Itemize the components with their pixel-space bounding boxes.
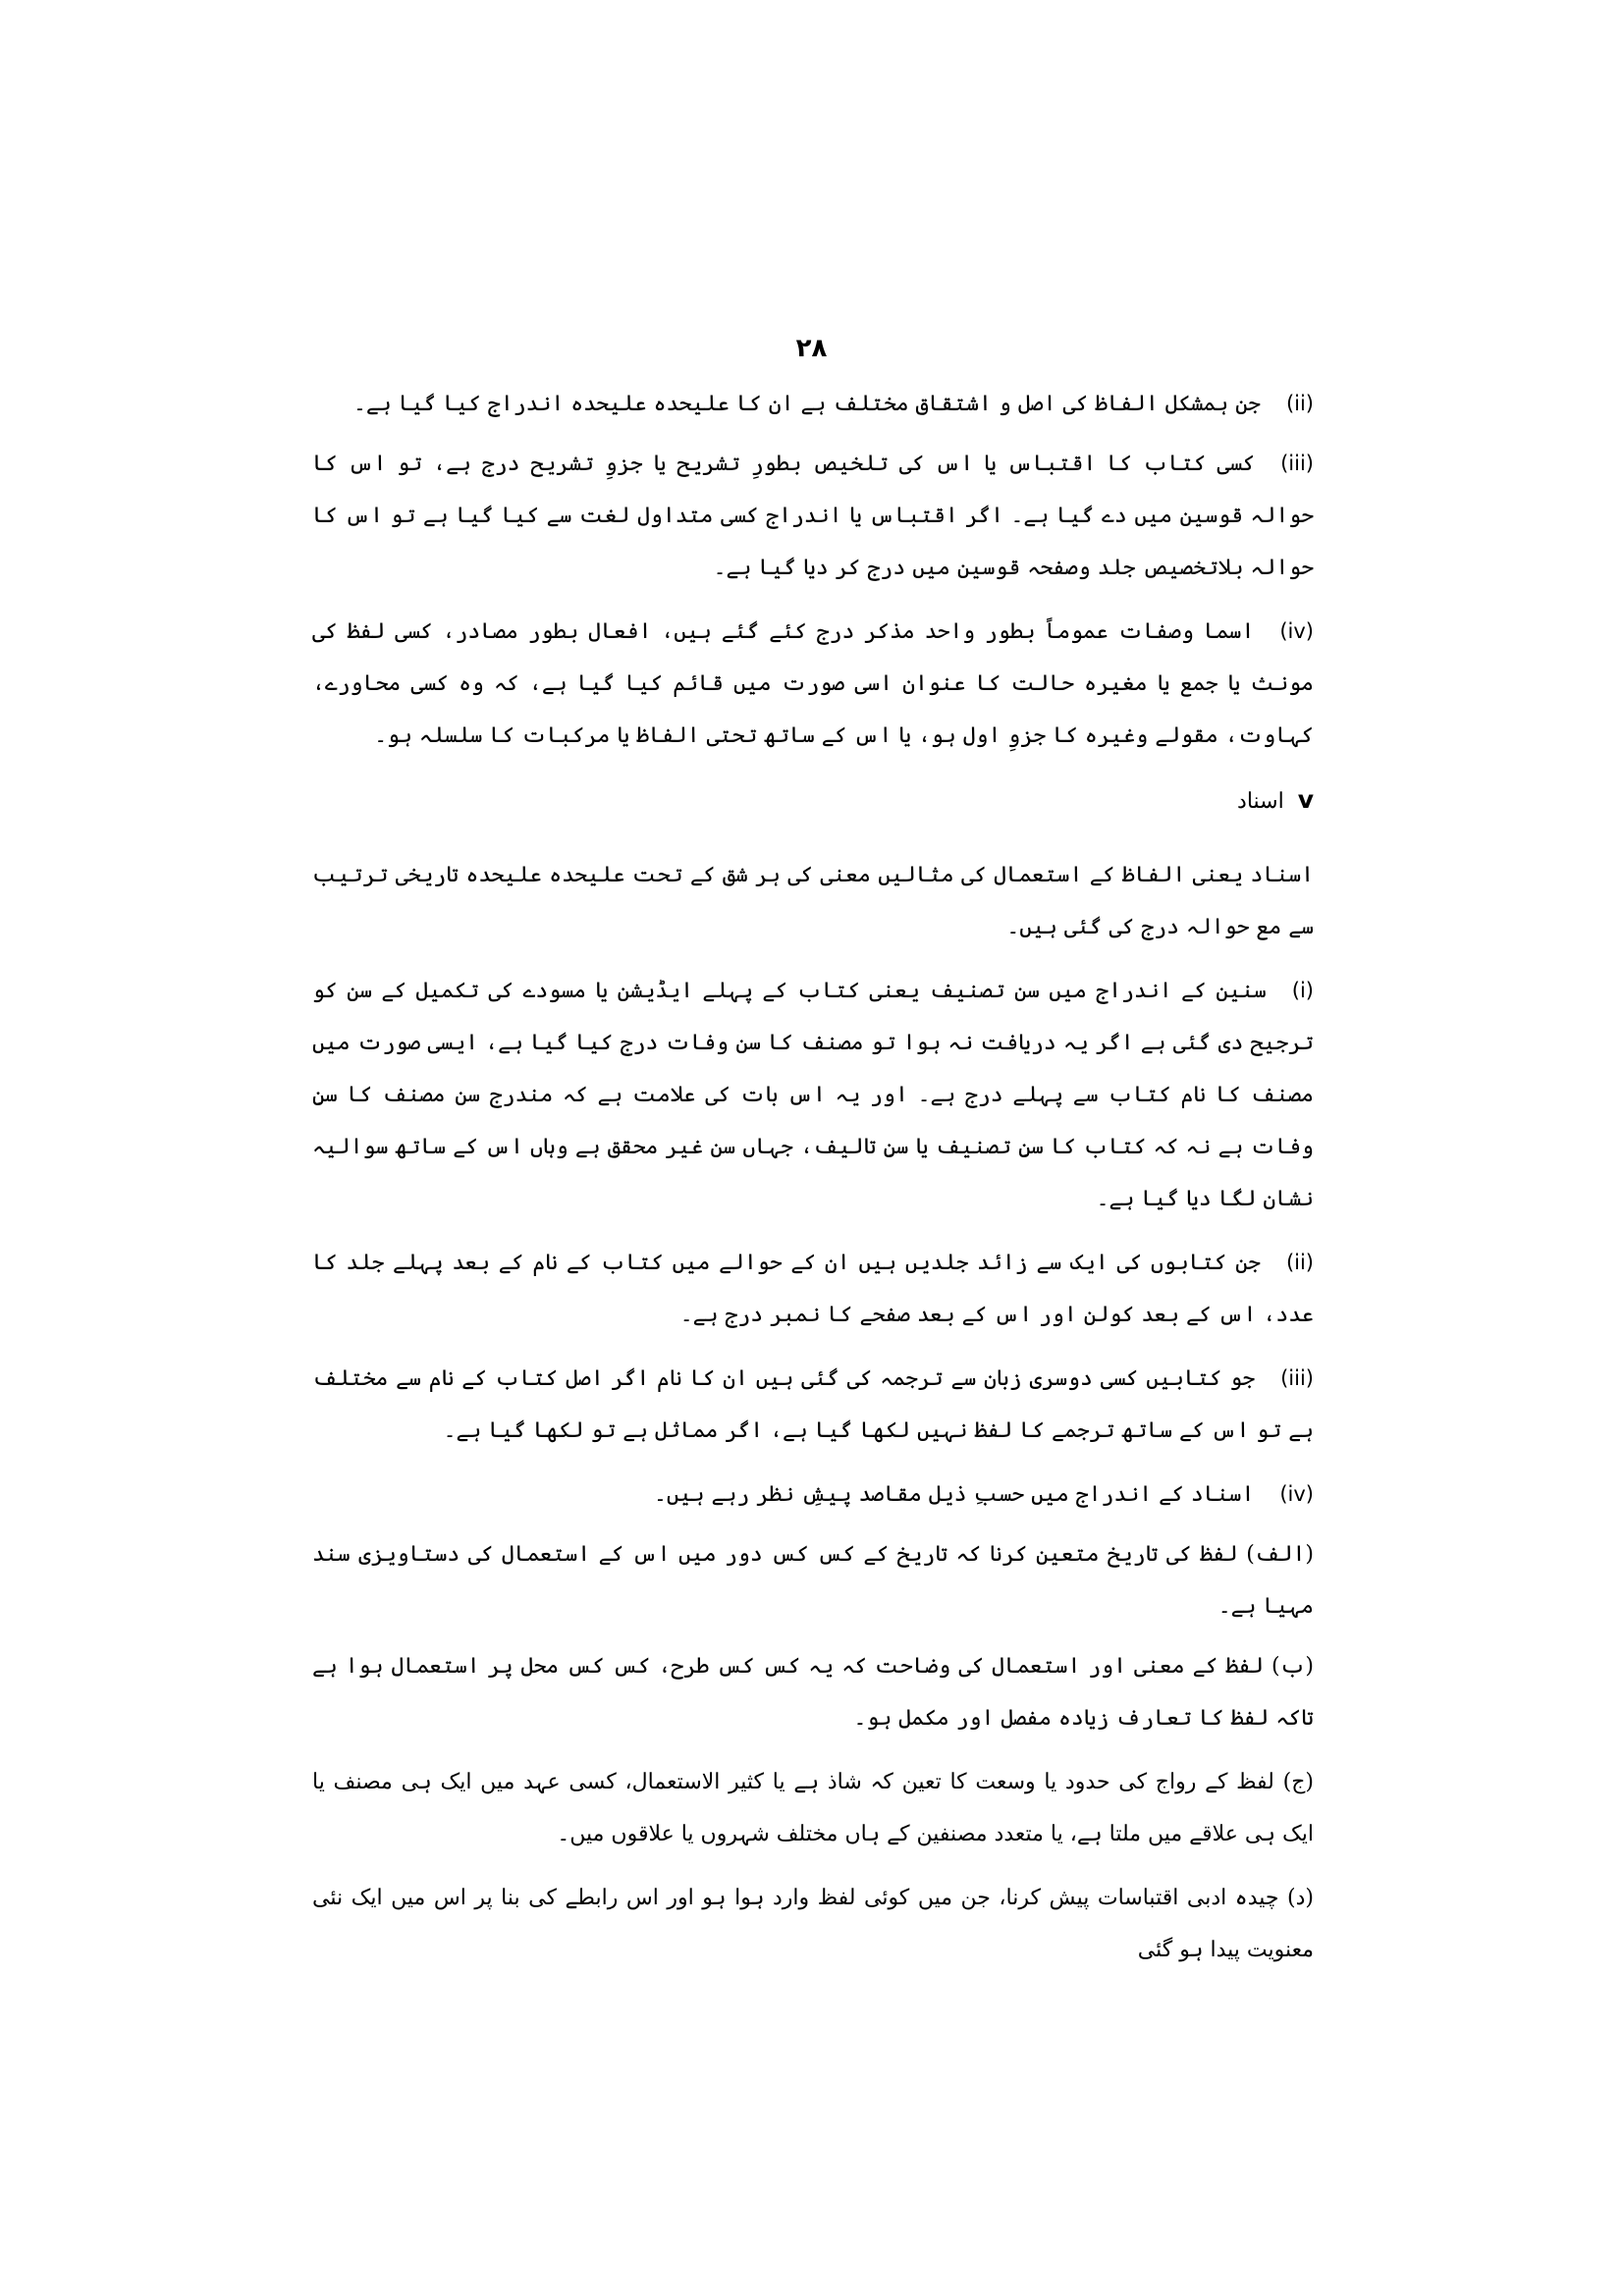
- clause-iii-quotations: [312, 438, 1314, 594]
- clause-text: جو کتابیں کسی دوسری زبان سے ترجمہ کی گئی ہیں ان کا نام اگر اصل کتاب کے نام سے مختلف ہے تو اس کے ساتھ ترجمے کا لفظ نہیں لکھا گیا ہے، اگر مماثل ہے تو لکھا گیا ہے۔: [312, 1366, 1314, 1443]
- objective-jeem: [312, 1756, 1314, 1860]
- clause-marker: (iv): [1279, 619, 1314, 643]
- clause-text: جن کتابوں کی ایک سے زائد جلدیں ہیں ان کے حوالے میں کتاب کے نام کے بعد پہلے جلد کا عدد، اس کے بعد کولن اور اس کے بعد صفحے کا نمبر درج ہے۔: [312, 1251, 1314, 1327]
- asnad-clause-i-dates: [312, 965, 1314, 1225]
- clause-text: جن ہمشکل الفاظ کی اصل و اشتقاق مختلف ہے ان کا علیحدہ علیحدہ اندراج کیا گیا ہے۔: [352, 392, 1261, 416]
- clause-text: کسی کتاب کا اقتباس یا اس کی تلخیص بطورِ تشریح یا جزوِ تشریح درج ہے، تو اس کا حوالہ قوسین میں دے گیا ہے۔ اگر اقتباس یا اندراج کسی متداول لغت سے کیا گیا ہے تو اس کا حوالہ بلاتخصیص جلد وصفحہ قوسین میں درج کر دیا گیا ہے۔: [312, 452, 1314, 580]
- asnad-clause-ii-volumes: [312, 1237, 1314, 1341]
- clause-iv-nouns-adjectives: [312, 606, 1314, 762]
- clause-text: اسناد کے اندراج میں حسبِ ذیل مقاصد پیشِ نظر رہے ہیں۔: [654, 1482, 1255, 1507]
- section-title: اسناد: [1237, 789, 1284, 814]
- clause-text: (ج) لفظ کے رواج کی حدود یا وسعت کا تعین کہ شاذ ہے یا کثیر الاستعمال، کسی عہد میں ایک ہی مصنف یا ایک ہی علاقے میں ملتا ہے، یا متعدد مصنفین کے ہاں مختلف شہروں یا علاقوں میں۔: [312, 1770, 1314, 1846]
- clause-text: سنین کے اندراج میں سن تصنیف یعنی کتاب کے پہلے ایڈیشن یا مسودے کی تکمیل کے سن کو ترجیح دی گئی ہے اگر یہ دریافت نہ ہوا تو مصنف کا سن وفات درج کیا گیا ہے، ایسی صورت میں مصنف کا نام کتاب سے پہلے درج ہے۔ اور یہ اس بات کی علامت ہے کہ مندرج سن مصنف کا سنِ وفات ہے نہ کہ کتاب کا سنِ تصنیف یا سنِ تالیف، جہاں سن غیر محقق ہے وہاں اس کے ساتھ سوالیہ نشان لگا دیا گیا ہے۔: [312, 979, 1314, 1211]
- page-body: [312, 378, 1314, 1988]
- objective-be: [312, 1640, 1314, 1744]
- clause-text: اسناد یعنی الفاظ کے استعمال کی مثالیں معنی کی ہر شق کے تحت علیحدہ علیحدہ تاریخی ترتیب سے مع حوالہ درج کی گئی ہیں۔: [312, 863, 1314, 939]
- clause-text: (الف) لفظ کی تاریخ متعین کرنا کہ تاریخ کے کس کس دور میں اس کے استعمال کی دستاویزی سند مہیا ہے۔: [312, 1542, 1314, 1619]
- section-heading-asnad: [312, 774, 1314, 828]
- clause-marker: (iii): [1280, 1366, 1314, 1390]
- clause-marker: (ii): [1285, 1251, 1314, 1274]
- objective-dal: [312, 1872, 1314, 1976]
- clause-marker: (iii): [1280, 452, 1314, 475]
- clause-marker: (iv): [1279, 1482, 1314, 1506]
- clause-ii-homonyms: [312, 378, 1314, 430]
- clause-text: اسما وصفات عموماً بطور واحد مذکر درج کئے گئے ہیں، افعال بطور مصادر، کسی لفظ کی مونث یا جمع یا مغیرہ حالت کا عنوان اسی صورت میں قائم کیا گیا ہے، کہ وہ کسی محاورے، کہاوت، مقولے وغیرہ کا جزوِ اول ہو، یا اس کے ساتھ تحتی الفاظ یا مرکبات کا سلسلہ ہو۔: [312, 619, 1314, 748]
- page-number: ۲۸: [795, 334, 828, 363]
- clause-marker: (i): [1291, 979, 1314, 1002]
- asnad-clause-iii-translations: [312, 1353, 1314, 1457]
- objective-alif: [312, 1528, 1314, 1632]
- clause-marker: (ii): [1285, 392, 1314, 415]
- clause-text: (د) چیدہ ادبی اقتباسات پیش کرنا، جن میں کوئی لفظ وارد ہوا ہو اور اس رابطے کی بنا پر اس میں ایک نئی معنویت پیدا ہو گئی: [312, 1886, 1314, 1962]
- asnad-clause-iv-objectives: [312, 1468, 1314, 1521]
- asnad-intro: [312, 849, 1314, 953]
- section-number: v: [1297, 785, 1314, 814]
- clause-text: (ب) لفظ کے معنی اور استعمال کی وضاحت کہ یہ کس کس طرح، کس کس محل پر استعمال ہوا ہے تاکہ لفظ کا تعارف زیادہ مفصل اور مکمل ہو۔: [312, 1654, 1314, 1731]
